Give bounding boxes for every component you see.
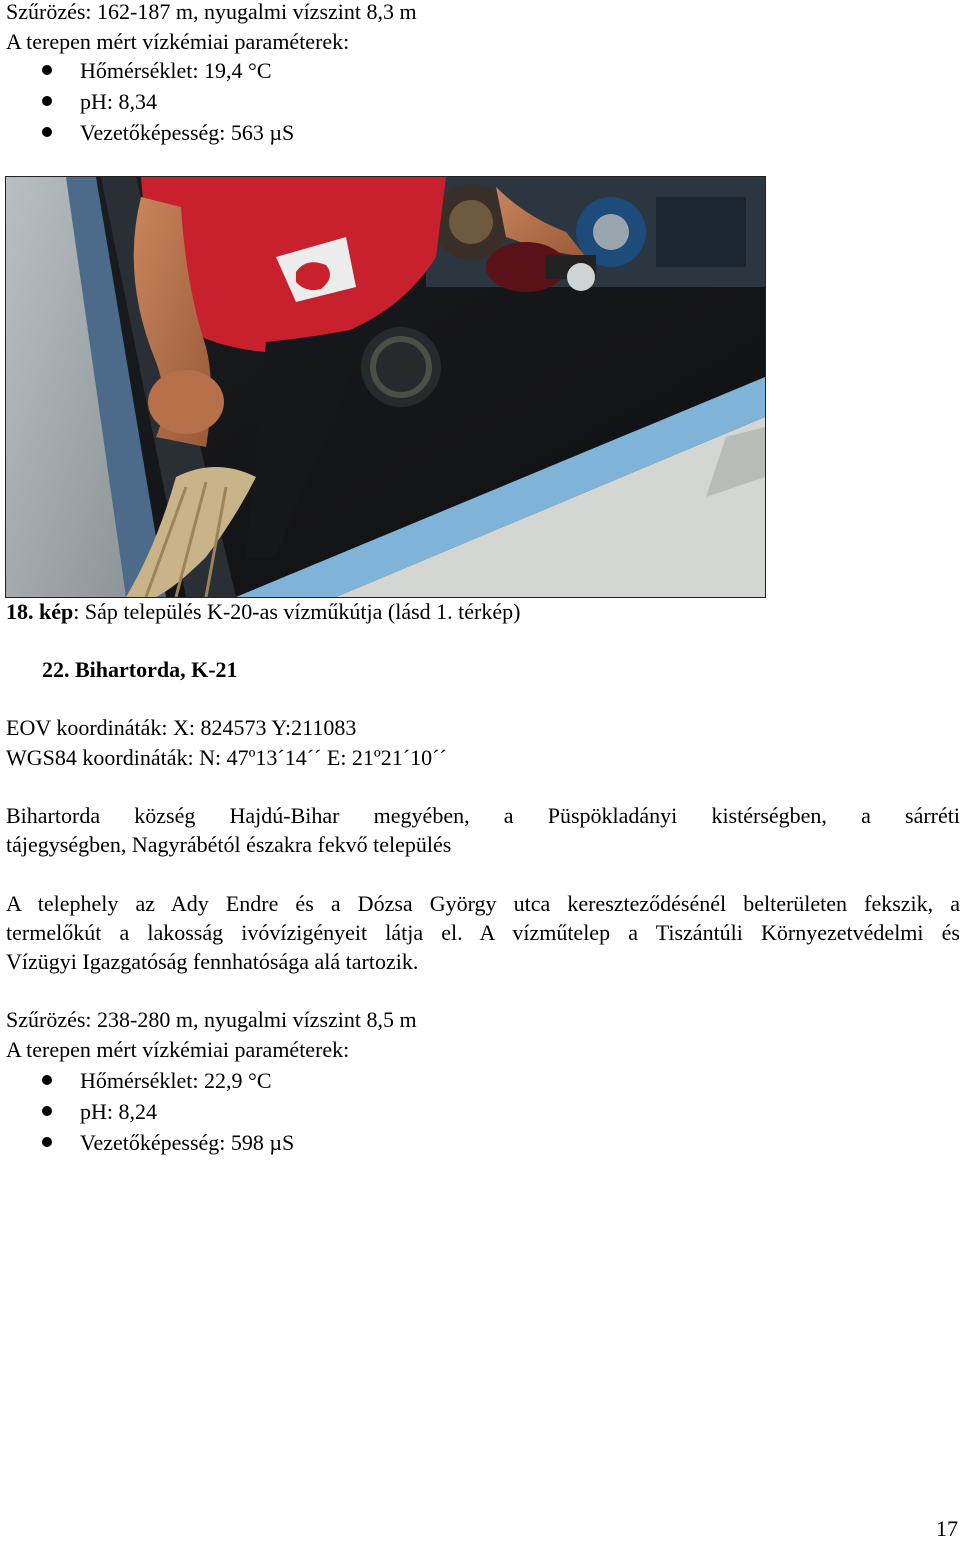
figure-caption-label: 18. kép xyxy=(6,599,74,624)
param-ph: pH: 8,24 xyxy=(80,1099,157,1124)
params-label-top: A terepen mért vízkémiai paraméterek: xyxy=(6,29,350,54)
param-conductivity: Vezetőképesség: 598 µS xyxy=(80,1130,295,1155)
paragraph-location-line: tájegységben, Nagyrábétól északra fekvő település xyxy=(6,832,452,857)
params-label: A terepen mért vízkémiai paraméterek: xyxy=(6,1037,350,1062)
param-temperature-top: Hőmérséklet: 19,4 °C xyxy=(80,58,272,83)
bullet-dot xyxy=(42,127,52,137)
bullet-dot xyxy=(42,65,52,75)
bullet-dot xyxy=(42,1137,52,1147)
section-heading: 22. Bihartorda, K-21 xyxy=(42,657,238,682)
bullet-dot xyxy=(42,1106,52,1116)
param-conductivity-top: Vezetőképesség: 563 µS xyxy=(80,120,295,145)
bullet-dot xyxy=(42,1075,52,1085)
param-temperature: Hőmérséklet: 22,9 °C xyxy=(80,1068,272,1093)
bullet-dot xyxy=(42,96,52,106)
well-photo xyxy=(5,176,766,598)
param-ph-top: pH: 8,34 xyxy=(80,89,157,114)
figure-caption-text: : Sáp település K-20-as vízműkútja (lásd 1. térkép) xyxy=(73,599,521,624)
figure-caption xyxy=(6,597,520,627)
paragraph-site-line: Vízügyi Igazgatóság fennhatósága alá tartozik. xyxy=(6,949,419,974)
eov-coordinates: EOV koordináták: X: 824573 Y:211083 xyxy=(6,715,357,740)
well-photo-illustration xyxy=(6,177,765,597)
wgs84-coordinates: WGS84 koordináták: N: 47º13´14´´ E: 21º21´10´´ xyxy=(6,745,447,770)
paragraph-site-line: A telephely az Ady Endre és a Dózsa György utca kereszteződésénél belterületen fekszik, a xyxy=(6,891,960,916)
page-number: 17 xyxy=(936,1516,958,1541)
paragraph-location-line: Bihartorda község Hajdú-Bihar megyében, a Püspökladányi kistérségben, a sárréti xyxy=(6,803,960,828)
filter-line: Szűrözés: 238-280 m, nyugalmi vízszint 8,5 m xyxy=(6,1007,417,1032)
filter-line-top: Szűrözés: 162-187 m, nyugalmi vízszint 8,3 m xyxy=(6,0,417,24)
paragraph-site-line: termelőkút a lakosság ivóvízigényeit látja el. A vízműtelep a Tiszántúli Környezetvédelmi és xyxy=(6,920,960,945)
